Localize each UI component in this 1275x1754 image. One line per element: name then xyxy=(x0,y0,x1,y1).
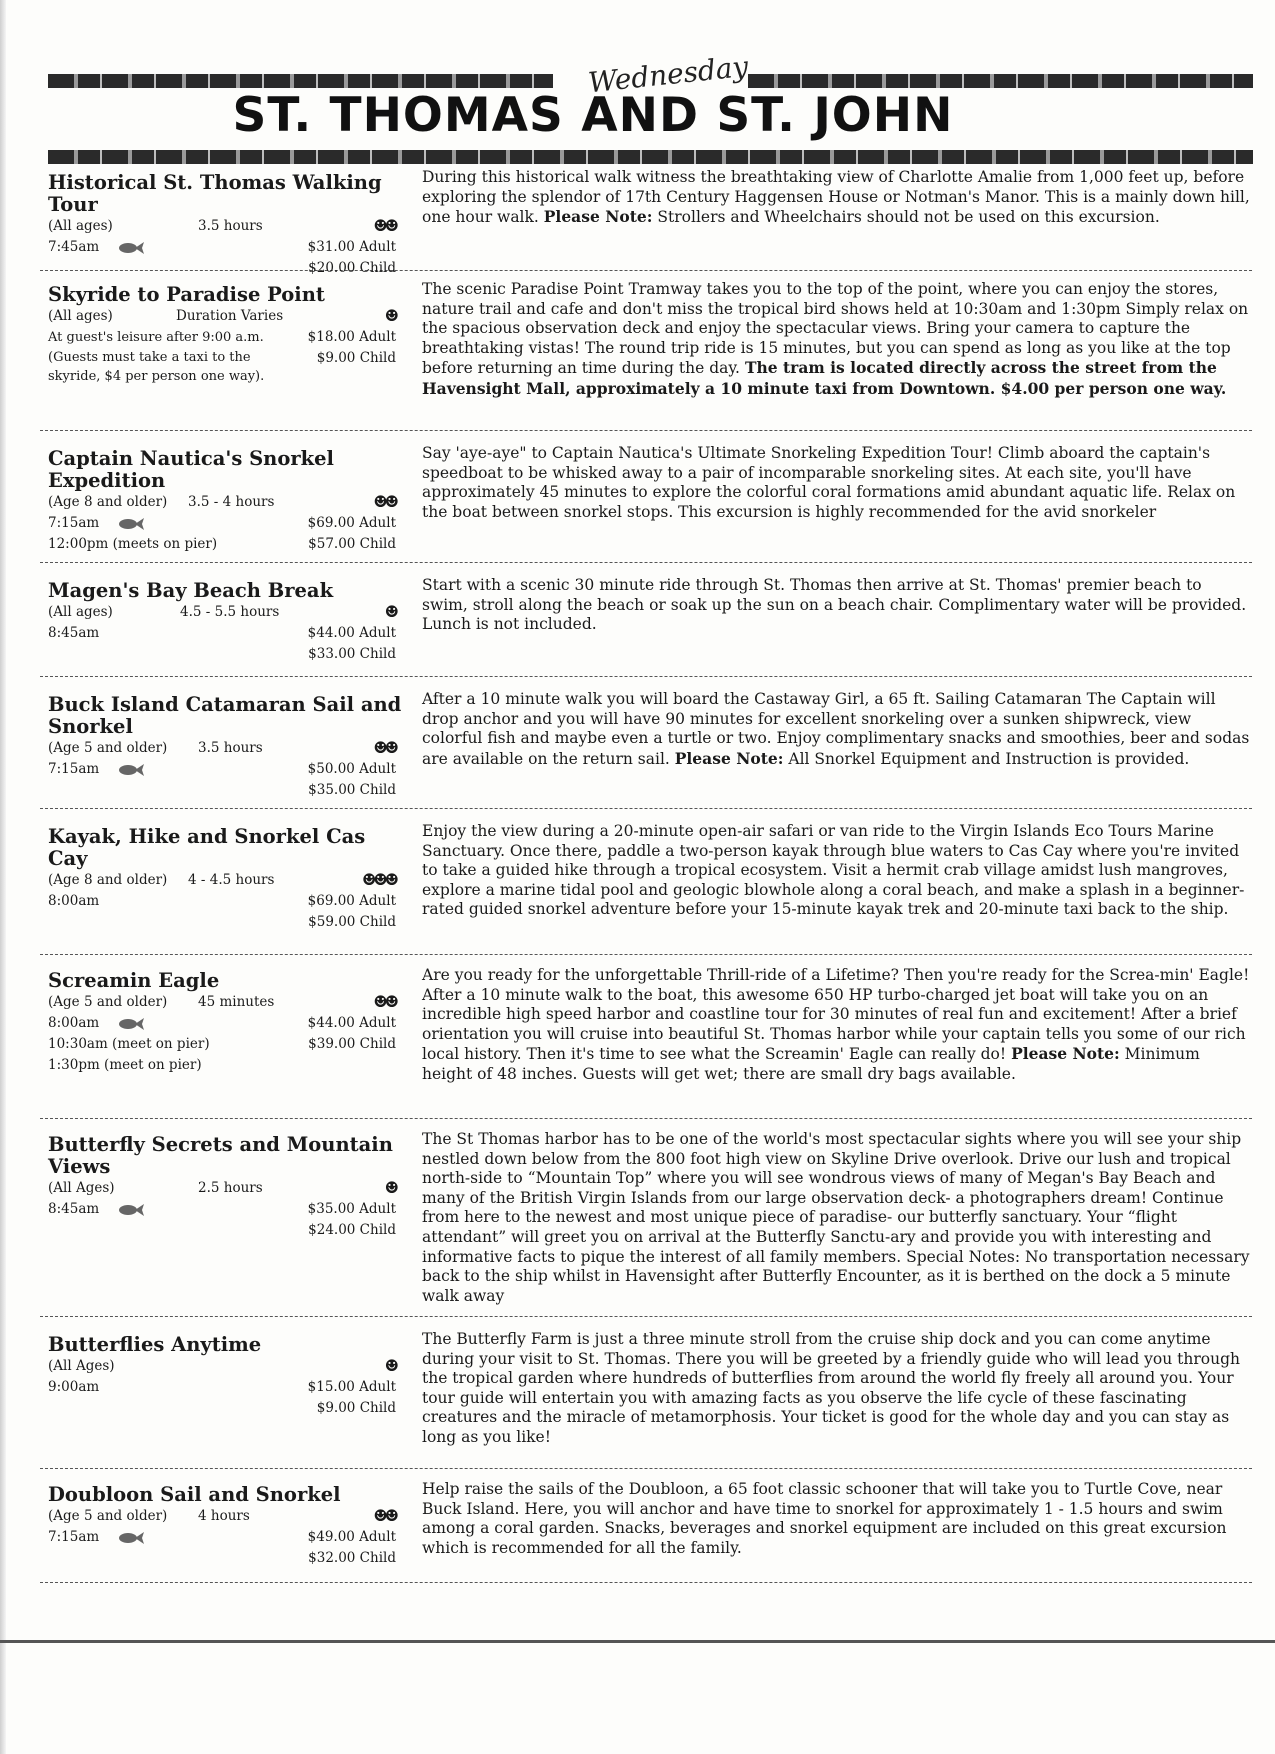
tour-time: 7:45am xyxy=(48,239,100,255)
page-header xyxy=(48,49,1253,170)
price-child: $32.00 Child xyxy=(308,1550,396,1566)
price-child: $20.00 Child xyxy=(308,260,396,276)
price-adult: $15.00 Adult xyxy=(307,1379,396,1395)
note-label: The tram is located directly across the street from the Havensight Mall, approximately a 10 minute taxi from Downtown. $4.00 per person one way. xyxy=(422,358,1227,398)
price-adult: $50.00 Adult xyxy=(307,761,396,777)
tour-section-skyride xyxy=(40,276,1252,431)
price-adult: $69.00 Adult xyxy=(307,893,396,909)
page-bottom-rule xyxy=(0,1640,1275,1643)
tour-ages: (All ages) xyxy=(48,218,113,234)
snorkel-fish-icon xyxy=(118,518,144,528)
tour-description: After a 10 minute walk you will board the Castaway Girl, a 65 ft. Sailing Catamaran The Captain will drop anchor and you will have 90 minutes for excellent snorkeling over a sunken shipwreck, view colorful fish and maybe even a turtle or two. Enjoy complimentary snacks and smoothies, beer and sodas are available on the return sail. Please Note: All Snorkel Equipment and Instruction is provided. xyxy=(422,690,1250,768)
price-adult: $31.00 Adult xyxy=(307,239,396,255)
snorkel-fish-icon xyxy=(118,1532,144,1542)
activity-level-icon: ☻ xyxy=(384,602,396,621)
tour-description: During this historical walk witness the breathtaking view of Charlotte Amalie from 1,000 feet up, before exploring the splendor of 17th Century Haggensen House or Notman's Manor. This is a mainly down hill, one hour walk. Please Note: Strollers and Wheelchairs should not be used on this excursion. xyxy=(422,168,1250,227)
activity-level-icon: ☻☻ xyxy=(373,216,396,235)
tour-duration: 4 hours xyxy=(198,1508,250,1524)
snorkel-fish-icon xyxy=(118,1204,144,1214)
tour-section-kayak xyxy=(40,818,1252,955)
tour-duration: 4 - 4.5 hours xyxy=(188,872,275,888)
activity-level-icon: ☻☻ xyxy=(373,492,396,511)
tour-ages: (Age 8 and older) xyxy=(48,872,168,888)
tour-duration: 2.5 hours xyxy=(198,1180,263,1196)
tour-duration: 3.5 hours xyxy=(198,218,263,234)
note-label: Please Note: xyxy=(543,207,653,227)
tour-section-screamin-eagle xyxy=(40,962,1252,1119)
tour-description: The St Thomas harbor has to be one of the world's most spectacular sights where you will see your ship nestled down below from the 800 foot high view on Skyline Drive overlook. Drive our lush and tropical north-side to “Mountain Top” where you will see wondrous views of many of Megan's Bay Beach and many of the British Virgin Islands from our large observation deck- a photographers dream! Continue from here to the newest and most unique piece of paradise- our butterfly sanctuary. Your “flight attendant” will greet you on arrival at the Butterfly Sanctu-ary and provide you with interesting and informative facts to pique the interest of all family members. Special Notes: No transportation necessary back to the ship whilst in Havensight after Butterfly Encounter, as it is berthed on the dock a 5 minute walk away xyxy=(422,1130,1250,1305)
tour-section-walking xyxy=(40,164,1252,276)
tour-ages: (All Ages) xyxy=(48,1358,115,1374)
activity-level-icon: ☻☻ xyxy=(373,738,396,757)
tour-ages: (Age 5 and older) xyxy=(48,1508,168,1524)
tour-description: Say 'aye-aye" to Captain Nautica's Ultimate Snorkeling Expedition Tour! Climb aboard the captain's speedboat to be whisked away to a pair of incomparable snorkeling sites. At each site, you'll have approximately 45 minutes to explore the colorful coral formations amid abundant aquatic life. Relax on the boat between snorkel stops. This excursion is highly recommended for the avid snorkeler xyxy=(422,444,1236,521)
tour-time: 10:30am (meet on pier) xyxy=(48,1036,210,1052)
tour-time: 8:45am xyxy=(48,1201,100,1217)
tour-ages: (Age 5 and older) xyxy=(48,740,168,756)
price-adult: $44.00 Adult xyxy=(307,625,396,641)
tour-ages: (All Ages) xyxy=(48,1180,115,1196)
price-child: $9.00 Child xyxy=(316,1400,396,1416)
page-title: ST. THOMAS AND ST. JOHN xyxy=(232,88,954,143)
tour-section-nautica xyxy=(40,440,1252,563)
price-child: $24.00 Child xyxy=(308,1222,396,1238)
tour-time: 7:15am xyxy=(48,515,100,531)
tour-duration: 45 minutes xyxy=(198,994,275,1010)
activity-level-icon: ☻ xyxy=(384,1178,396,1197)
price-adult: $49.00 Adult xyxy=(307,1529,396,1545)
tour-ages: (All ages) xyxy=(48,604,113,620)
tour-section-butterflies-anytime xyxy=(40,1326,1252,1469)
price-child: $57.00 Child xyxy=(308,536,396,552)
tour-title: Magen's Bay Beach Break xyxy=(48,579,334,602)
activity-level-icon: ☻☻ xyxy=(373,1506,396,1525)
header-band-left xyxy=(48,74,553,88)
tour-duration: Duration Varies xyxy=(176,308,284,324)
snorkel-fish-icon xyxy=(118,242,144,252)
tour-description: The scenic Paradise Point Tramway takes you to the top of the point, where you can enjoy the stores, nature trail and cafe and don't miss the tropical bird shows held at 10:30am and 1:30pm Simply relax on the spacious observation deck and enjoy the spectacular views. Bring your camera to capture the breathtaking vistas! The round trip ride is 15 minutes, but you can spend as long as you like at the top before returning an time during the day. The tram is located directly across the street from the Havensight Mall, approximately a 10 minute taxi from Downtown. $4.00 per person one way. xyxy=(422,280,1249,398)
tour-title: Doubloon Sail and Snorkel xyxy=(48,1483,341,1506)
tour-ages: (All ages) xyxy=(48,308,113,324)
tour-time: 8:45am xyxy=(48,625,100,641)
tour-title: Screamin Eagle xyxy=(48,969,220,992)
header-band-bottom xyxy=(48,150,1253,164)
price-adult: $44.00 Adult xyxy=(307,1015,396,1031)
price-child: $9.00 Child xyxy=(316,350,396,366)
header-band-right xyxy=(748,74,1253,88)
tour-title: Kayak, Hike and Snorkel Cas Cay xyxy=(48,825,366,870)
activity-level-icon: ☻ xyxy=(384,1356,396,1375)
snorkel-fish-icon xyxy=(118,1018,144,1028)
price-adult: $69.00 Adult xyxy=(307,515,396,531)
tour-time-note: (Guests must take a taxi to the skyride, $4 per person one way). xyxy=(48,350,265,384)
tour-description: The Butterfly Farm is just a three minute stroll from the cruise ship dock and you can come anytime during your visit to St. Thomas. There you will be greeted by a friendly guide who will lead you through the tropical garden where hundreds of butterflies from around the world fly freely all around you. Your tour guide will entertain you with amazing facts as you observe the life cycle of these fascinating creatures and the miracle of metamorphosis. Your ticket is good for the whole day and you can stay as long as you like! xyxy=(422,1330,1241,1446)
tour-ages: (Age 8 and older) xyxy=(48,494,168,510)
note-label: Please Note: xyxy=(674,748,784,768)
tour-description: Enjoy the view during a 20-minute open-air safari or van ride to the Virgin Islands Eco Tours Marine Sanctuary. Once there, paddle a two-person kayak through blue waters to Cas Cay where you're invited to take a guided hike through a tropical ecosystem. Visit a hermit crab village amidst lush mangroves, explore a marine tidal pool and geologic blowhole along a coral beach, and make a splash in a beginner-rated guided snorkel adventure before your 15-minute kayak trek and 20-minute taxi back to the ship. xyxy=(422,822,1245,919)
tour-time: 8:00am xyxy=(48,893,100,909)
tour-time: 7:15am xyxy=(48,1529,100,1545)
price-child: $59.00 Child xyxy=(308,914,396,930)
price-adult: $35.00 Adult xyxy=(307,1201,396,1217)
price-child: $39.00 Child xyxy=(308,1036,396,1052)
activity-level-icon: ☻☻☻ xyxy=(361,870,396,889)
tour-ages: (Age 5 and older) xyxy=(48,994,168,1010)
tour-time: At guest's leisure after 9:00 a.m. xyxy=(48,330,264,345)
tour-section-doubloon xyxy=(40,1476,1252,1583)
tour-title: Historical St. Thomas Walking Tour xyxy=(48,171,382,216)
tour-time: 9:00am xyxy=(48,1379,100,1395)
tour-section-buck-island xyxy=(40,686,1252,809)
tour-time: 1:30pm (meet on pier) xyxy=(48,1057,202,1073)
tour-duration: 4.5 - 5.5 hours xyxy=(180,604,280,620)
tour-description: Start with a scenic 30 minute ride through St. Thomas then arrive at St. Thomas' premier beach to swim, stroll along the beach or soak up the sun on a beach chair. Complimentary water will be provided. Lunch is not included. xyxy=(422,576,1247,634)
tour-title: Captain Nautica's Snorkel Expedition xyxy=(48,447,334,492)
price-child: $33.00 Child xyxy=(308,646,396,662)
tour-title: Butterflies Anytime xyxy=(48,1333,262,1356)
tour-description: Help raise the sails of the Doubloon, a 65 foot classic schooner that will take you to Turtle Cove, near Buck Island. Here, you will anchor and have time to snorkel for approximately 1 - 1.5 hours and swim among a coral garden. Snacks, beverages and snorkel equipment are included on this great excursion which is recommended for all the family. xyxy=(422,1480,1227,1557)
page-binding-edge xyxy=(0,0,6,1754)
tour-title: Skyride to Paradise Point xyxy=(48,283,325,306)
activity-level-icon: ☻☻ xyxy=(373,992,396,1011)
tour-time: 8:00am xyxy=(48,1015,100,1031)
tour-time: 12:00pm (meets on pier) xyxy=(48,536,218,552)
tour-section-butterfly-secrets xyxy=(40,1126,1252,1317)
note-label: Please Note: xyxy=(1011,1044,1120,1064)
price-adult: $18.00 Adult xyxy=(307,329,396,345)
activity-level-icon: ☻ xyxy=(384,306,396,325)
tour-description: Are you ready for the unforgettable Thrill-ride of a Lifetime? Then you're ready for the Screa-min' Eagle! After a 10 minute walk to the boat, this awesome 650 HP turbo-charged jet boat will take you on an incredible high speed harbor and coastline tour for 30 minutes of real fun and excitement! After a brief orientation you will cruise into beautiful St. Thomas harbor while your captain tells you some of our rich local history. Then it's time to see what the Screamin' Eagle can really do! Please Note: Minimum height of 48 inches. Guests will get wet; there are small dry bags available. xyxy=(422,966,1250,1083)
tour-duration: 3.5 hours xyxy=(198,740,263,756)
price-child: $35.00 Child xyxy=(308,782,396,798)
snorkel-fish-icon xyxy=(118,764,144,774)
tour-duration: 3.5 - 4 hours xyxy=(188,494,275,510)
tour-title: Butterfly Secrets and Mountain Views xyxy=(48,1133,393,1178)
tour-section-magens-bay xyxy=(40,572,1252,677)
tour-time: 7:15am xyxy=(48,761,100,777)
day-label: Wednesday xyxy=(586,49,750,100)
tour-title: Buck Island Catamaran Sail and Snorkel xyxy=(48,693,402,738)
